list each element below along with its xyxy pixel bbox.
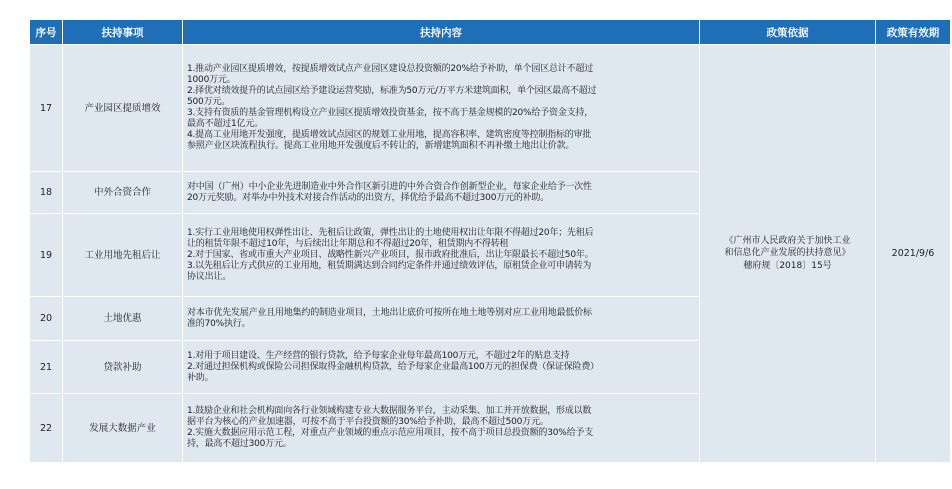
content-line: 3.以先租后让方式供应的工业用地，租赁期满达到合同约定条件并通过绩效评估，原租赁企业可申请转为 — [187, 260, 592, 271]
content-line: 准的70%执行。 — [187, 318, 251, 329]
content-line: 500万元。 — [187, 97, 230, 107]
content-line: 4.提高工业用地开发强度，提质增效试点园区的规划工业用地，提高容积率、建筑密度等控制指标的审批 — [187, 130, 592, 140]
basis-line: 穗府规〔2018〕15号 — [743, 260, 832, 271]
basis-line: 《广州市人民政府关于加快工业 — [724, 235, 851, 246]
content-line: 1.实行工业用地使用权弹性出让、先租后让政策，弹性出让的土地使用权出让年限不得超过20年；先租后 — [187, 227, 594, 238]
content-line: 2.对于国家、省或市重大产业项目、战略性新兴产业项目，报市政府批准后，出让年限最长不超过50年。 — [187, 249, 594, 260]
header-basis: 政策依据 — [700, 20, 876, 45]
row-content — [183, 172, 700, 214]
content-line: 对本市优先发展产业且用地集约的制造业项目，土地出让底价可按所在地土地等别对应工业用地最低价标 — [187, 307, 592, 318]
basis-line: 和信息化产业发展的扶持意见》 — [724, 248, 851, 259]
row-item: 中外合资合作 — [63, 172, 183, 214]
row-content — [183, 297, 700, 341]
policy-validity: 2021/9/6 — [876, 45, 951, 463]
row-item: 发展大数据产业 — [63, 394, 183, 463]
header-no: 序号 — [30, 20, 63, 45]
content-line: 20万元奖励。对举办中外技术对接合作活动的出资方，择优给予最高不超过300万元的补助。 — [187, 192, 550, 203]
row-number: 17 — [30, 45, 63, 172]
content-line: 参照产业区块流程执行。提高工业用地开发强度后不转让的，新增建筑面积不再补缴土地出让价款。 — [187, 141, 575, 151]
row-number: 22 — [30, 394, 63, 463]
content-line: 让的租赁年限不超过10年，与后续出让年期总和不得超过20年，租赁期内不得转租 — [187, 238, 509, 249]
content-line: 对中国（广州）中小企业先进制造业中外合作区新引进的中外合资合作创新型企业，每家企业给予一次性 — [187, 181, 592, 192]
content-line: 2.实施大数据应用示范工程，对重点产业领域的重点示范应用项目，按不高于项目总投资额的30%给予支 — [187, 428, 593, 438]
row-item: 工业用地先租后让 — [63, 214, 183, 297]
row-item: 贷款补助 — [63, 341, 183, 394]
content-line: 2.对通过担保机构或保险公司担保取得金融机构贷款，给予每家企业最高100万元的担保费（保证保险费） — [187, 361, 599, 372]
content-line: 补助。 — [187, 372, 214, 383]
content-line: 1.鼓励企业和社会机构面向各行业领域构建专业大数据服务平台，主动采集、加工并开放数据，形成以数 — [187, 406, 592, 416]
row-number: 18 — [30, 172, 63, 214]
table-row — [30, 45, 951, 172]
row-content — [183, 341, 700, 394]
content-line: 1000万元。 — [187, 75, 236, 85]
content-line: 3.支持有资质的基金管理机构设立产业园区提质增效投资基金，按不高于基金规模的20%给予资金支持， — [187, 108, 593, 118]
row-content — [183, 45, 700, 172]
content-line: 1.推动产业园区提质增效，按提质增效试点产业园区建设总投资额的20%给予补助，单个园区总计不超过 — [187, 64, 593, 74]
content-line: 1.对用于项目建设、生产经营的银行贷款，给予每家企业每年最高100万元，不超过2年的贴息支持 — [187, 350, 570, 361]
policy-table — [29, 19, 951, 463]
content-line: 持，最高不超过300万元。 — [187, 439, 292, 449]
content-line: 2.择优对绩效提升的试点园区给予建设运营奖励，标准为50万元/万平方米建筑面积，单个园区最高不超过 — [187, 86, 597, 96]
header-content: 扶持内容 — [183, 20, 700, 45]
content-line: 协议出让。 — [187, 271, 232, 282]
header-item: 扶持事项 — [63, 20, 183, 45]
policy-basis — [700, 45, 876, 463]
content-line: 据平台为核心的产业加速器，可按不高于平台投资额的30%给予补助，最高不超过500万元。 — [187, 417, 549, 427]
row-number: 20 — [30, 297, 63, 341]
policy-table-container — [29, 19, 940, 463]
table-header-row — [30, 20, 951, 45]
row-number: 21 — [30, 341, 63, 394]
content-line: 最高不超过1亿元。 — [187, 119, 263, 129]
row-item: 产业园区提质增效 — [63, 45, 183, 172]
row-content — [183, 394, 700, 463]
header-validity: 政策有效期 — [876, 20, 951, 45]
row-number: 19 — [30, 214, 63, 297]
row-item: 土地优惠 — [63, 297, 183, 341]
row-content — [183, 214, 700, 297]
